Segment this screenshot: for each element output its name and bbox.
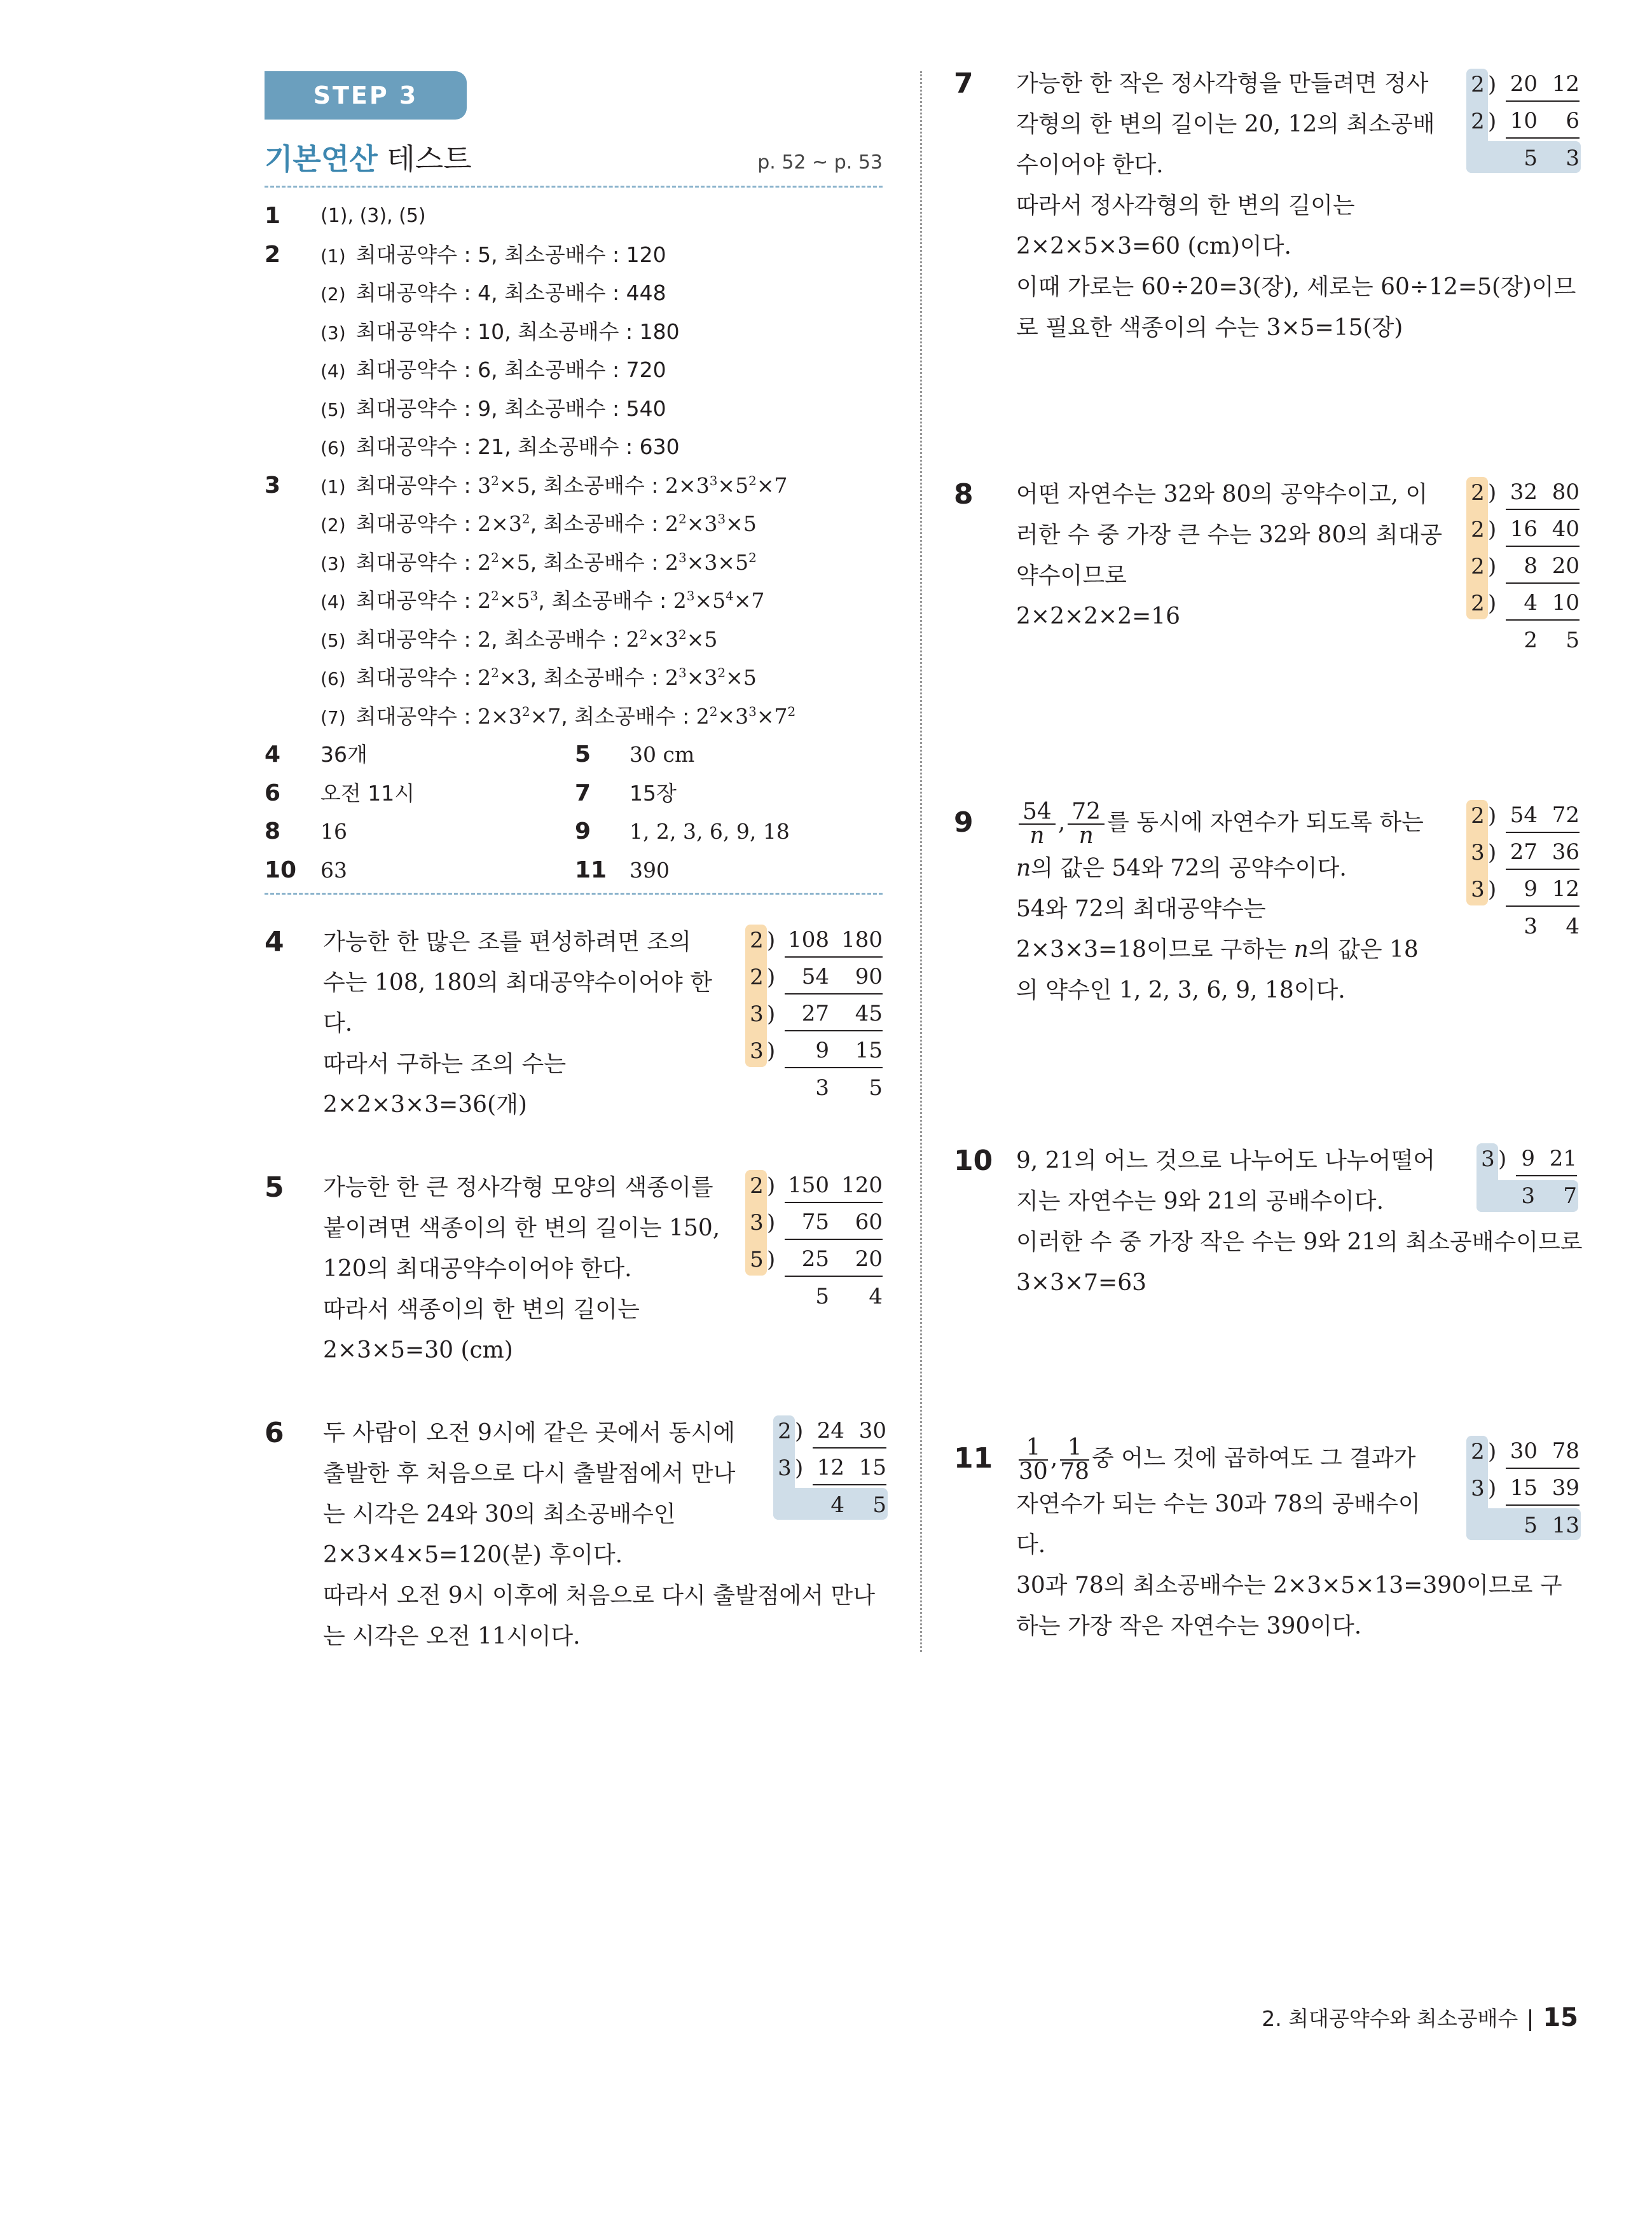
answer-row	[265, 505, 888, 544]
answer-row	[265, 813, 888, 851]
solution-number: 9	[954, 806, 974, 839]
answer-number: 2	[265, 241, 281, 268]
answer-row	[265, 698, 888, 736]
answer-row	[265, 851, 888, 890]
solution-text: 가능한 한 큰 정사각형 모양의 색종이를 붙이려면 색종이의 한 변의 길이는 150, 120의 최대공약수이어야 한다. 따라서 색종이의 한 변의 길이는 2×3×5=30 (cm)	[323, 1174, 720, 1363]
solution-text: 두 사람이 오전 9시에 같은 곳에서 동시에 출발한 후 처음으로 다시 출발점에서 만나 는 시각은 24와 30의 최소공배수인 2×3×4×5=120(분) 후이다. 따라서 오전 9시 이후에 처음으로 다시 출발점에서 만나 는 시각은 오전 11시이다.	[323, 1420, 876, 1649]
solution-5: 5 가능한 한 큰 정사각형 모양의 색종이를 붙이려면 색종이의 한 변의 길이는 150, 120의 최대공약수이어야 한다. 따라서 색종이의 한 변의 길이는 2×3×5=30 (cm) 2 ) 150 120 3 ) 75 60 5 ) 25 20 5 4	[265, 1167, 894, 1377]
fraction: $\frac{1}{30}$	[1019, 1435, 1048, 1485]
solution-number: 10	[954, 1145, 993, 1177]
solution-8: 8 어떤 자연수는 32와 80의 공약수이고, 이 러한 수 중 가장 큰 수는 32와 80의 최대공 약수이므로 2×2×2×2=16 2 ) 32 80 2 ) 16 40 2 ) 8 20 2 ) 4 10 2 5	[954, 474, 1583, 691]
answer-text: 30 cm	[630, 742, 695, 767]
answer-row	[265, 582, 888, 621]
page-reference: p. 52 ~ p. 53	[757, 151, 883, 174]
answer-number: 4	[265, 741, 281, 767]
answer-text: (5) 최대공약수 : 2, 최소공배수 : $2^2\times 3^2\times 5$	[320, 626, 718, 652]
answer-number: 11	[575, 857, 607, 883]
solution-number: 8	[954, 478, 974, 511]
answer-row	[265, 274, 888, 313]
answer-text: (2) 최대공약수 : 4, 최소공배수 : 448	[320, 280, 666, 305]
answer-text: (3) 최대공약수 : $2^2\times 5$, 최소공배수 : $2^3\times 3\times 5^2$	[320, 549, 757, 575]
answer-text: 오전 11시	[320, 780, 415, 806]
footer-separator	[1529, 2009, 1531, 2031]
page-footer	[1262, 2002, 1578, 2035]
section-title	[265, 140, 472, 178]
answer-text: (1) 최대공약수 : 5, 최소공배수 : 120	[320, 242, 666, 267]
answer-text: (4) 최대공약수 : 6, 최소공배수 : 720	[320, 357, 666, 382]
answer-row	[265, 351, 888, 390]
answer-number: 6	[265, 780, 281, 806]
answer-text: (1), (3), (5)	[320, 205, 426, 227]
answer-list	[265, 197, 888, 890]
section-title-rest: 테스트	[377, 142, 472, 176]
answer-number: 7	[575, 780, 591, 806]
fraction: $\frac{1}{78}$	[1060, 1435, 1090, 1485]
page-number: 15	[1543, 2003, 1578, 2032]
answer-row	[265, 428, 888, 467]
divider-middle	[265, 893, 883, 895]
solution-number: 11	[954, 1442, 993, 1475]
answer-row	[265, 313, 888, 352]
answer-text: (1) 최대공약수 : $3^2\times 5$, 최소공배수 : $2\times 3^3\times 5^2\times 7$	[320, 472, 788, 498]
solution-text: 어떤 자연수는 32와 80의 공약수이고, 이 러한 수 중 가장 큰 수는 32와 80의 최대공 약수이므로 2×2×2×2=16	[1016, 481, 1443, 630]
solution-text: $\frac{1}{30}$ , $\frac{1}{78}$ 중 어느 것에 곱하여도 그 결과가 자연수가 되는 수는 30과 78의 공배수이 다. 30과 78의 최소공배수는 2×3×5×13=390이므로 구 하는 가장 작은 자연수는 390이다.	[1016, 1435, 1562, 1639]
solution-text: 9, 21의 어느 것으로 나누어도 나누어떨어 지는 자연수는 9와 21의 공배수이다. 이러한 수 중 가장 작은 수는 9와 21의 최소공배수이므로 3×3×7=63	[1016, 1148, 1583, 1296]
answer-text: 1, 2, 3, 6, 9, 18	[630, 819, 790, 844]
answer-text: 390	[630, 857, 670, 883]
solution-7: 7 가능한 한 작은 정사각형을 만들려면 정사 각형의 한 변의 길이는 20, 12의 최소공배 수이어야 한다. 따라서 정사각형의 한 변의 길이는 2×2×5×3=60 (cm)이다. 이때 가로는 60÷20=3(장), 세로는 60÷12=5(장)이므 로 필요한 색종이의 수는 3×5=15(장) 2 ) 20 12 2 ) 10 6 5 3	[954, 64, 1583, 356]
answer-number: 3	[265, 472, 281, 499]
solution-number: 6	[265, 1417, 284, 1449]
answer-text: 36개	[320, 742, 368, 767]
answer-row	[265, 621, 888, 659]
answer-text: 16	[320, 819, 347, 844]
answer-row	[265, 659, 888, 698]
solution-4: 4 가능한 한 많은 조를 편성하려면 조의 수는 108, 180의 최대공약수이어야 한 다. 따라서 구하는 조의 수는 2×2×3×3=36(개) 2 ) 108 180 2 ) 54 90 3 ) 27 45 3 ) 9 15 3 5	[265, 922, 894, 1132]
answer-row	[265, 774, 888, 813]
solution-10: 10 9, 21의 어느 것으로 나누어도 나누어떨어 지는 자연수는 9와 21의 공배수이다. 이러한 수 중 가장 작은 수는 9와 21의 최소공배수이므로 3×3×7=63 3 ) 9 21 3 7	[954, 1141, 1583, 1306]
answer-text: (4) 최대공약수 : $2^2\times 5^3$, 최소공배수 : $2^3\times 5^4\times 7$	[320, 588, 765, 613]
answer-row	[265, 390, 888, 429]
answer-text: 63	[320, 857, 347, 883]
answer-text: (6) 최대공약수 : $2^2\times 3$, 최소공배수 : $2^3\times 3^2\times 5$	[320, 665, 757, 690]
answer-number: 5	[575, 741, 591, 767]
answer-text: (3) 최대공약수 : 10, 최소공배수 : 180	[320, 319, 680, 344]
fraction: $\frac{54}{n}$	[1019, 801, 1056, 848]
answer-text: 15장	[630, 780, 677, 806]
solution-number: 5	[265, 1171, 284, 1204]
column-divider	[920, 71, 922, 1652]
solution-number: 4	[265, 926, 284, 958]
answer-text: (6) 최대공약수 : 21, 최소공배수 : 630	[320, 434, 680, 459]
fraction: $\frac{72}{n}$	[1068, 801, 1105, 848]
answer-text: (5) 최대공약수 : 9, 최소공배수 : 540	[320, 396, 666, 421]
solution-number: 7	[954, 67, 974, 100]
answer-text: (7) 최대공약수 : $2\times 3^2\times 7$, 최소공배수 : $2^2\times 3^3\times 7^2$	[320, 703, 796, 729]
answer-text: (2) 최대공약수 : $2\times 3^2$, 최소공배수 : $2^2\times 3^3\times 5$	[320, 511, 757, 536]
answer-number: 8	[265, 818, 281, 844]
solution-11: 11 $\frac{1}{30}$ , $\frac{1}{78}$ 중 어느 것에 곱하여도 그 결과가 자연수가 되는 수는 30과 78의 공배수이 다. 30과 78의 최소공배수는 2×3×5×13=390이므로 구 하는 가장 작은 자연수는 390이다. 2 ) 30 78 3 ) 15 39 5 13	[954, 1433, 1583, 1649]
answer-row	[265, 236, 888, 275]
answer-row	[265, 467, 888, 506]
answer-number: 10	[265, 857, 297, 883]
solution-text: $\frac{54}{n}$ , $\frac{72}{n}$ 를 동시에 자연수가 되도록 하는 n의 값은 54와 72의 공약수이다. 54와 72의 최대공약수는 2×3×3=18이므로 구하는 n의 값은 18 의 약수인 1, 2, 3, 6, 9, 18이다.	[1016, 799, 1424, 1003]
answer-number: 1	[265, 203, 281, 229]
divider-top	[265, 186, 883, 188]
section-title-accent: 기본연산	[265, 142, 378, 176]
solution-9: 9 $\frac{54}{n}$ , $\frac{72}{n}$ 를 동시에 자연수가 되도록 하는 n의 값은 54와 72의 공약수이다. 54와 72의 최대공약수는 2×3×3=18이므로 구하는 n의 값은 18 의 약수인 1, 2, 3, 6, 9, 18이다. 2 ) 54 72 3 ) 27 36 3 ) 9 12 3 4	[954, 797, 1583, 1014]
solution-text: 가능한 한 작은 정사각형을 만들려면 정사 각형의 한 변의 길이는 20, 12의 최소공배 수이어야 한다. 따라서 정사각형의 한 변의 길이는 2×2×5×3=60 (cm)이다. 이때 가로는 60÷20=3(장), 세로는 60÷12=5(장)이므 로 필요한 색종이의 수는 3×5=15(장)	[1016, 71, 1576, 341]
answer-row	[265, 544, 888, 582]
answer-number: 9	[575, 818, 591, 844]
solution-text: 가능한 한 많은 조를 편성하려면 조의 수는 108, 180의 최대공약수이어야 한 다. 따라서 구하는 조의 수는 2×2×3×3=36(개)	[323, 929, 712, 1118]
step-badge: STEP 3	[265, 71, 467, 120]
answer-row	[265, 197, 888, 236]
chapter-title: 2. 최대공약수와 최소공배수	[1262, 2006, 1518, 2031]
answer-row	[265, 736, 888, 774]
solution-6: 6 두 사람이 오전 9시에 같은 곳에서 동시에 출발한 후 처음으로 다시 출발점에서 만나 는 시각은 24와 30의 최소공배수인 2×3×4×5=120(분) 후이다. 따라서 오전 9시 이후에 처음으로 다시 출발점에서 만나 는 시각은 오전 11시이다. 2 ) 24 30 3 ) 12 15 4 5	[265, 1413, 894, 1667]
